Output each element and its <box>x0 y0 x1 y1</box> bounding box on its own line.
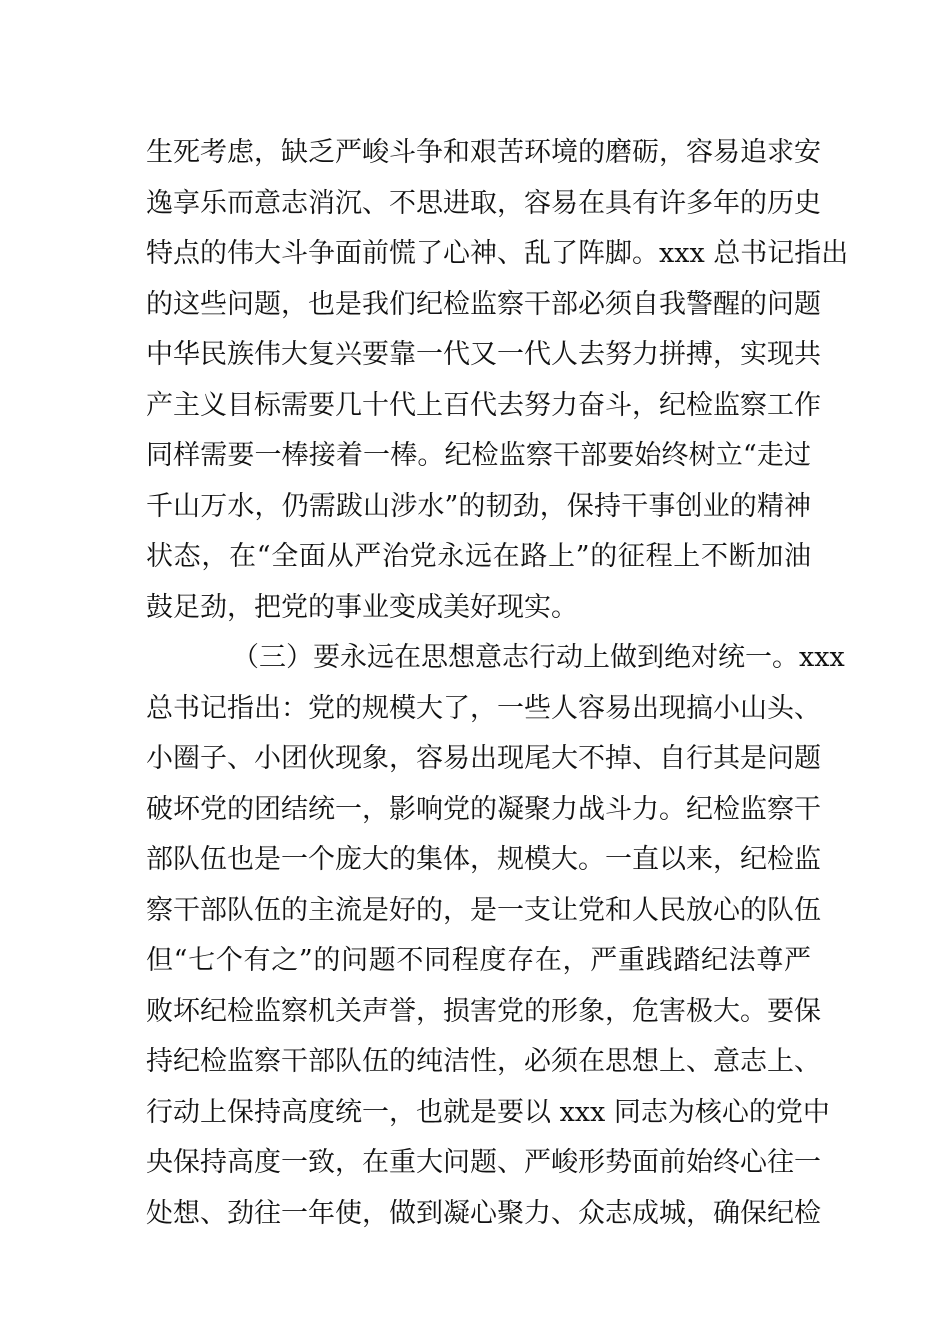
body-text <box>146 128 849 1239</box>
text-line: 的这些问题，也是我们纪检监察干部必须自我警醒的问题 <box>146 288 821 320</box>
text-line: 特点的伟大斗争面前慌了心神、乱了阵脚。xxx 总书记指出 <box>146 238 849 269</box>
text-line: 但“七个有之”的问题不同程度存在，严重践踏纪法尊严 <box>146 945 811 976</box>
paragraph-end-line: 鼓足劲，把党的事业变成美好现实。 <box>146 591 578 623</box>
text-line: 逸享乐而意志消沉、不思进取，容易在具有许多年的历史 <box>146 187 821 219</box>
section-heading-line: （三）要永远在思想意志行动上做到绝对统一。xxx <box>232 642 845 673</box>
text-line: 败坏纪检监察机关声誉，损害党的形象，危害极大。要保 <box>146 995 821 1027</box>
text-line: 中华民族伟大复兴要靠一代又一代人去努力拼搏，实现共 <box>146 339 821 370</box>
text-line: 持纪检监察干部队伍的纯洁性，必须在思想上、意志上、 <box>146 1046 821 1077</box>
text-line: 央保持高度一致，在重大问题、严峻形势面前始终心往一 <box>146 1147 821 1178</box>
text-line: 行动上保持高度统一，也就是要以 xxx 同志为核心的党中 <box>146 1096 830 1128</box>
text-line: 部队伍也是一个庞大的集体，规模大。一直以来，纪检监 <box>146 844 821 875</box>
text-line: 破坏党的团结统一，影响党的凝聚力战斗力。纪检监察干 <box>146 793 821 825</box>
text-line: 察干部队伍的主流是好的，是一支让党和人民放心的队伍 <box>146 894 821 926</box>
text-line: 小圈子、小团伙现象，容易出现尾大不掉、自行其是问题 <box>146 743 821 774</box>
text-line: 处想、劲往一年使，做到凝心聚力、众志成城，确保纪检 <box>146 1197 821 1229</box>
text-line: 产主义目标需要几十代上百代去努力奋斗，纪检监察工作 <box>146 389 821 421</box>
text-line: 生死考虑，缺乏严峻斗争和艰苦环境的磨砺，容易追求安 <box>146 137 821 168</box>
text-line: 千山万水，仍需跋山涉水”的韧劲，保持干事创业的精神 <box>146 490 811 522</box>
text-line: 总书记指出：党的规模大了，一些人容易出现搞小山头、 <box>146 692 821 724</box>
text-line: 状态，在“全面从严治党永远在路上”的征程上不断加油 <box>146 541 811 572</box>
text-line: 同样需要一棒接着一棒。纪检监察干部要始终树立“走过 <box>146 440 811 471</box>
